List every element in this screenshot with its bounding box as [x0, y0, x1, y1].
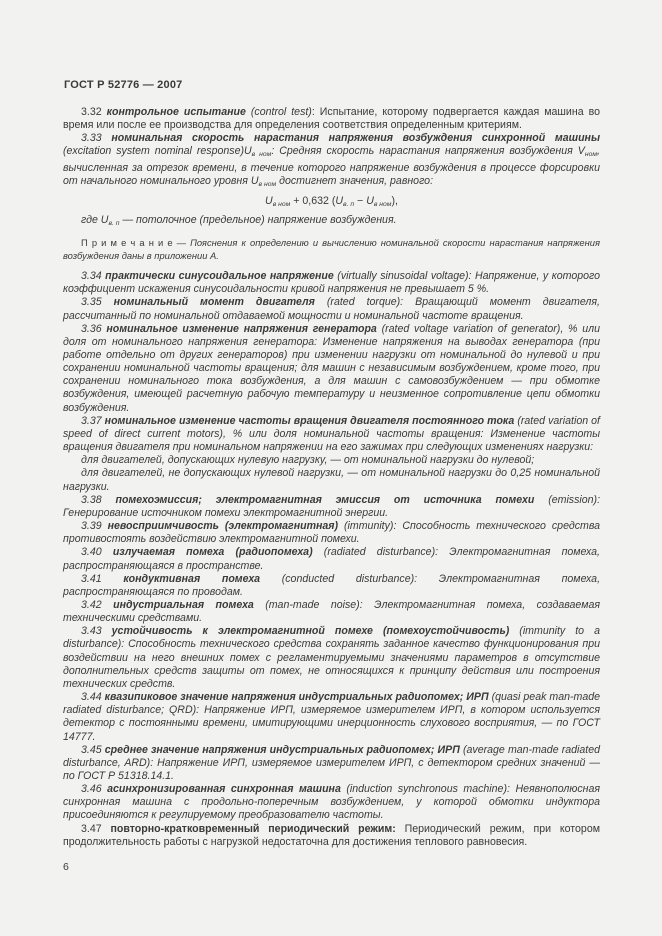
text-run: (radiated disturbance) [323, 546, 436, 559]
text-run: (rated variation of speed of direct current motors) [63, 414, 600, 440]
page-number: 6 [63, 861, 69, 873]
text-run: номинальная скорость нарастания напряжения возбуждения синхронной машины [111, 132, 600, 145]
text-run: (excitation system nominal response) [63, 145, 244, 158]
text-run: 3.36 [81, 322, 107, 335]
text-run: U [100, 214, 109, 227]
text-run: кондуктивная помеха [123, 572, 282, 585]
text-run: (average man-made radiated disturbance, ARD) [63, 743, 600, 769]
text-run: − [354, 194, 367, 207]
text-run: где [81, 214, 101, 227]
text-run: — Пояснения к определению и вычислению номинальной скорости нарастания напряжения возбуждения даны в приложении А. [63, 237, 600, 261]
formula-legend [63, 214, 600, 230]
text-run: — потолочное (предельное) напряжение возбуждения. [119, 214, 397, 227]
text-run: 3.41 [81, 572, 124, 585]
text-run: : Испытание, которому подвергается каждая машина во время или после ее производства для определения соответствия определенным критериям. [63, 106, 601, 132]
text-run: V [577, 145, 585, 158]
text-run: : Напряжение, у которого коэффициент искажения синусоидальности кривой напряжения не превышает 5 %. [63, 270, 600, 296]
text-run: помехоэмиссия; электромагнитная эмиссия от источника помехи [115, 493, 549, 506]
text-run: (emission) [548, 493, 598, 506]
text-run: (control test) [250, 106, 312, 118]
text-run: номинальный момент двигателя [113, 296, 327, 309]
text-run: асинхронизированная синхронная машина [107, 783, 347, 796]
text-run: в. п [108, 220, 120, 228]
text-run: U [335, 194, 344, 207]
term-3-42 [63, 599, 600, 625]
text-run: 3.37 [81, 414, 105, 427]
text-run: среднее значение напряжения индустриальных радиопомех; ИРП [104, 743, 463, 756]
term-3-38 [63, 494, 600, 520]
text-run: ном [584, 151, 598, 159]
text-run: : Генерирование источником помехи электромагнитной энергии. [63, 493, 601, 519]
text-run: 3.46 [81, 783, 108, 796]
text-run: : Способность технического средства сохранять заданное качество функционирования при воздействии на него внешних помех с регламентируемыми значениями параметров в отсутствие дополнительных средств защиты от помех, не относящихся к принципу действия или построения технических средств. [63, 638, 600, 690]
text-run: 3.32 [81, 106, 107, 118]
text-run: : Средняя скорость нарастания напряжения возбуждения [271, 145, 578, 158]
text-run: 3.40 [81, 546, 113, 559]
text-run: : Электромагнитная помеха, создаваемая техническими средствами. [63, 598, 601, 625]
text-run: U [244, 145, 252, 158]
text-run: 3.33 [81, 132, 112, 145]
text-run: устойчивость к электромагнитной помехе (помехоустойчивость) [111, 625, 520, 638]
text-run: U [250, 174, 259, 187]
text-run: : Способность технического средства противостоять воздействию электромагнитной помехи. [63, 520, 601, 546]
term-3-37 [63, 415, 600, 454]
text-run: в ном [251, 151, 272, 159]
term-3-37-list-item-1 [63, 454, 600, 467]
term-3-41 [63, 573, 600, 599]
text-run: в ном [272, 200, 291, 208]
text-run: 3.42 [81, 598, 114, 611]
text-run: : Напряжение ИРП, измеряемое измерителем ИРП, в котором используется детектор с постоянными времени, имитирующими инерционность слухового восприятия, — по ГОСТ 14777. [63, 704, 600, 743]
text-run: (immunity) [344, 520, 394, 533]
text-run: номинальное изменение напряжения генератора [106, 322, 382, 335]
text-run: повторно-кратковременный периодический режим: [110, 822, 396, 835]
term-3-36 [63, 323, 600, 415]
term-3-40 [63, 546, 600, 572]
text-run: номинальное изменение частоты вращения двигателя постоянного тока [104, 414, 518, 427]
text-run: 3.39 [81, 520, 108, 533]
note-3-33 [63, 237, 600, 262]
text-run: 3.44 [81, 691, 105, 704]
text-run: 3.34 [81, 270, 106, 283]
text-run: : Неявнополюсная синхронная машина с продольно-поперечным возбуждением, у которой обмотки индуктора присоединяются к регулируемому преобразователю частоты. [63, 783, 600, 822]
text-run: : Вращающий момент двигателя, рассчитанный по номинальной отдаваемой мощности и номинальной частоте вращения. [63, 296, 600, 322]
text-run: , % или доля номинальной частоты вращения: Изменение частоты вращения двигателя при номинальном напряжении на его зажимах при следующих изменениях нагрузки: [63, 427, 600, 454]
term-3-44 [63, 691, 600, 744]
text-run: , % или доля от номинального напряжения генератора: Изменение напряжения на выводах генератора (при работе отдельно от других генераторов) при изменении нагрузки от номинальной до нулевой и при сохранении номинальной частоты вращения; для машин с независимым возбуждением, кроме того, при сохранении номинального тока возбуждения, а для машин с самовозбуждением — при обмотке возбуждения, имеющей расчетную рабочую температуру и неизменное сопротивление цепи обмотки возбуждения. [63, 322, 600, 414]
text-run: 3.43 [81, 625, 112, 638]
term-3-39 [63, 520, 600, 546]
term-3-37-list-item-2 [63, 467, 600, 493]
term-3-32 [63, 106, 600, 132]
text-run: , вычисленная за отрезок времени, в течение которого напряжение возбуждения в процессе форсировки от начального номинального уровня [63, 145, 600, 187]
term-3-43 [63, 625, 600, 691]
text-run: П р и м е ч а н и е [81, 237, 173, 249]
terms-section [63, 106, 600, 849]
text-run: (induction synchronous machine) [346, 783, 507, 796]
text-run: квазипиковое значение напряжения индустриальных радиопомех; ИРП [104, 691, 492, 704]
text-run: в ном [258, 180, 277, 188]
text-run: U [265, 194, 273, 207]
text-run: невосприимчивость (электромагнитная) [107, 520, 345, 533]
text-run: 3.38 [81, 493, 116, 506]
text-run: (conducted disturbance) [281, 572, 415, 585]
text-run: 3.45 [81, 743, 105, 756]
text-run: достигнет значения, равного: [276, 174, 434, 187]
text-run: в. п [343, 200, 355, 208]
text-run: контрольное испытание [106, 106, 251, 118]
text-run: + 0,632 ( [290, 194, 336, 207]
text-run: ), [391, 194, 398, 207]
text-run: практически синусоидальное напряжение [105, 270, 338, 283]
text-run: Периодический режим, при котором продолжительность работы с нагрузкой недостаточна для достижения теплового равновесия. [63, 822, 600, 848]
text-run: для двигателей, допускающих нулевую нагрузку, — от номинальной нагрузки до нулевой; [81, 454, 535, 467]
formula-nominal-response [63, 195, 600, 211]
document-header: ГОСТ Р 52776 — 2007 [64, 79, 183, 91]
term-3-35 [63, 296, 600, 322]
term-3-46 [63, 783, 600, 822]
text-run: (immunity to a disturbance) [63, 625, 600, 651]
text-run: в ном [373, 200, 392, 208]
text-run: 3.35 [81, 296, 114, 309]
term-3-45 [63, 744, 600, 783]
text-run: : Электромагнитная помеха, распространяющаяся в пространстве. [63, 546, 600, 572]
text-run: : Электромагнитная помеха, распространяющаяся по проводам. [63, 572, 601, 598]
text-run: : Напряжение ИРП, измеряемое измерителем ИРП, с детектором средних значений — по ГОСТ Р 51318.14.1. [63, 756, 600, 782]
term-3-33 [63, 132, 600, 191]
text-run: 3.47 [81, 822, 111, 835]
text-run: (rated torque) [326, 296, 401, 309]
term-3-47 [63, 823, 600, 849]
text-run: (rated voltage variation of generator) [381, 322, 561, 335]
text-run: индустриальная помеха [113, 598, 266, 611]
text-run: (virtually sinusoidal voltage) [337, 270, 469, 283]
term-3-34 [63, 270, 600, 296]
text-run: излучаемая помеха (радиопомеха) [112, 546, 324, 559]
text-run: (man-made noise) [265, 598, 360, 611]
text-run: для двигателей, не допускающих нулевой нагрузки, — от номинальной нагрузки до 0,25 номинальной нагрузки. [63, 467, 600, 493]
text-run: (quasi peak man-made radiated disturbance; QRD) [63, 691, 601, 717]
text-run: U [366, 194, 374, 207]
